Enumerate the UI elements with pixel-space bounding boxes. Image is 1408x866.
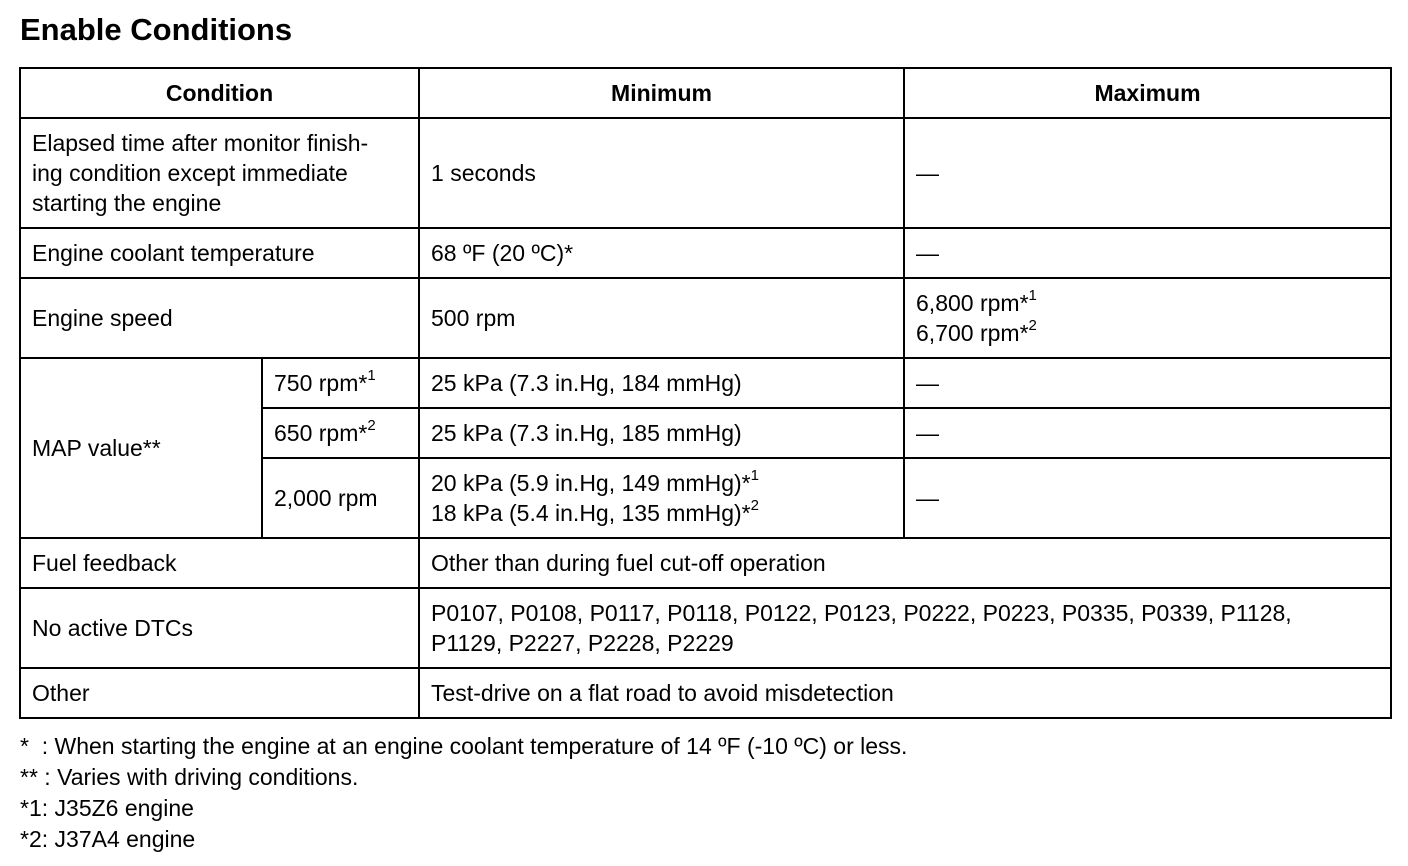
condition-engine-speed: Engine speed <box>20 278 419 358</box>
min-map-line-1 <box>431 468 892 498</box>
condition-coolant-temp: Engine coolant temperature <box>20 228 419 278</box>
map-rpm-650 <box>262 408 419 458</box>
table-header-row <box>20 68 1391 118</box>
footnote-marker: 2 <box>1028 317 1037 335</box>
min-map-value-2: 18 kPa (5.4 in.Hg, 135 mmHg)* <box>431 500 751 526</box>
map-rpm-750 <box>262 358 419 408</box>
condition-other: Other <box>20 668 419 718</box>
footnote: *2: J37A4 engine <box>20 826 196 852</box>
table-row <box>20 228 1391 278</box>
max-speed-value-2: 6,700 rpm* <box>916 320 1029 346</box>
maximum-map-750: — <box>904 358 1391 408</box>
maximum-map-2000: — <box>904 458 1391 538</box>
minimum-elapsed-time: 1 seconds <box>419 118 904 228</box>
maximum-map-650: — <box>904 408 1391 458</box>
minimum-coolant-temp: 68 ºF (20 ºC)* <box>419 228 904 278</box>
max-speed-line-2 <box>916 318 1379 348</box>
dtc-line: P1129, P2227, P2228, P2229 <box>431 630 734 656</box>
minimum-engine-speed: 500 rpm <box>419 278 904 358</box>
condition-no-active-dtcs: No active DTCs <box>20 588 419 668</box>
footnote-marker: 1 <box>367 367 376 385</box>
min-map-value-1: 20 kPa (5.9 in.Hg, 149 mmHg)* <box>431 470 751 496</box>
header-maximum: Maximum <box>904 68 1391 118</box>
header-minimum: Minimum <box>419 68 904 118</box>
dtc-line: P0107, P0108, P0117, P0118, P0122, P0123, P0222, P0223, P0335, P0339, P1128, <box>431 600 1292 626</box>
footnote: ** : Varies with driving conditions. <box>20 764 359 790</box>
value-other: Test-drive on a flat road to avoid misdetection <box>419 668 1391 718</box>
minimum-map-750: 25 kPa (7.3 in.Hg, 184 mmHg) <box>419 358 904 408</box>
enable-conditions-table <box>19 67 1392 719</box>
footnote: *1: J35Z6 engine <box>20 795 194 821</box>
footnotes <box>20 731 907 855</box>
map-rpm-2000: 2,000 rpm <box>262 458 419 538</box>
maximum-elapsed-time: — <box>904 118 1391 228</box>
condition-line: ing condition except immediate <box>32 160 348 186</box>
footnote: * : When starting the engine at an engine coolant temperature of 14 ºF (-10 ºC) or less. <box>20 733 908 759</box>
condition-line: starting the engine <box>32 190 222 216</box>
minimum-map-650: 25 kPa (7.3 in.Hg, 185 mmHg) <box>419 408 904 458</box>
footnote-marker: 1 <box>1028 287 1037 305</box>
table-row <box>20 358 1391 408</box>
header-condition: Condition <box>20 68 419 118</box>
page-title: Enable Conditions <box>20 12 293 47</box>
minimum-map-2000 <box>419 458 904 538</box>
table-row <box>20 538 1391 588</box>
footnote-marker: 1 <box>750 467 759 485</box>
table-row <box>20 588 1391 668</box>
value-dtc-list <box>419 588 1391 668</box>
map-rpm-label: 750 rpm* <box>274 370 368 396</box>
maximum-coolant-temp: — <box>904 228 1391 278</box>
condition-elapsed-time <box>20 118 419 228</box>
table-row <box>20 118 1391 228</box>
value-fuel-feedback: Other than during fuel cut-off operation <box>419 538 1391 588</box>
footnote-marker: 2 <box>750 497 759 515</box>
min-map-line-2 <box>431 498 892 528</box>
condition-line: Elapsed time after monitor finish- <box>32 130 369 156</box>
map-rpm-label: 650 rpm* <box>274 420 368 446</box>
condition-fuel-feedback: Fuel feedback <box>20 538 419 588</box>
table-row <box>20 278 1391 358</box>
table-row <box>20 668 1391 718</box>
condition-map-value: MAP value** <box>20 358 262 538</box>
max-speed-line-1 <box>916 288 1379 318</box>
footnote-marker: 2 <box>367 417 376 435</box>
maximum-engine-speed <box>904 278 1391 358</box>
max-speed-value-1: 6,800 rpm* <box>916 290 1029 316</box>
